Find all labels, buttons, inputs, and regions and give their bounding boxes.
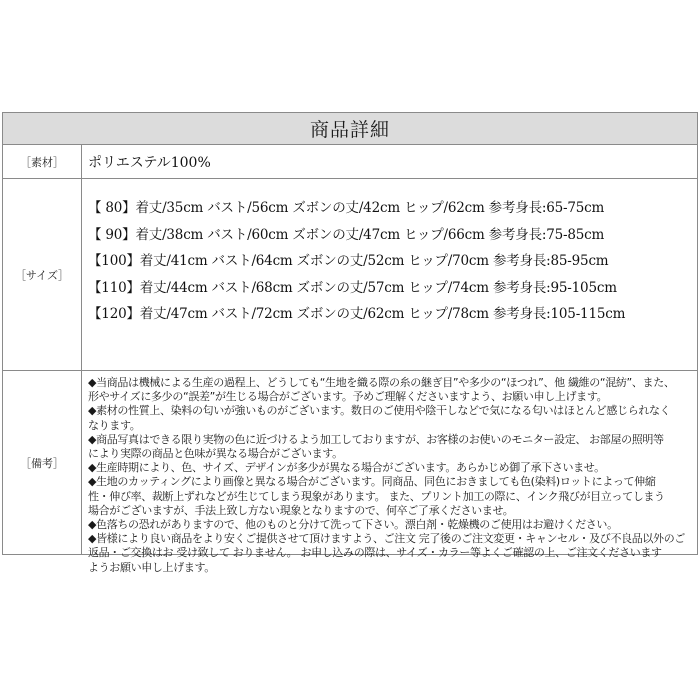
note-line: ◆生地のカッティングにより画像と異なる場合がございます。同商品、同色におきましても色(染料)ロットによって伸縮 (88, 475, 656, 489)
note-line: 返品・ご交換はお 受け致して おりません。 お申し込みの際は、サイズ・カラー等よくご確認の上、ご注文くださいます (88, 546, 662, 560)
notes-row (3, 371, 697, 574)
material-row (3, 145, 697, 179)
note-line: 性・伸び率、裁断上ずれなどが生じてしまう現象があります。 また、プリント加工の際に、インク飛びが目立ってしまう (88, 489, 665, 503)
page-title: 商品詳細 (309, 119, 390, 141)
note-line: 形やサイズに多少の“誤差”が生じる場合がございます。予めご理解くださいますよう、お願い申し上げます。 (88, 390, 608, 404)
note-line: なります。 (88, 418, 141, 432)
notes-label: ［備考］ (3, 371, 82, 555)
product-details-table (2, 112, 698, 574)
size-line-90: 【 90】着丈/38cm バスト/60cm ズボンの丈/47cm ヒップ/66cm 参考身長:75-85cm (88, 226, 605, 243)
note-line: ◆色落ちの恐れがありますので、他のものと分けて洗って下さい。漂白剤・乾燥機のご使用はお避けください。 (88, 518, 618, 532)
note-line: ◆皆様により良い商品をより安くご提供させて頂けますよう、ご注文 完了後のご注文変更・キャンセル・及び不良品以外のご (88, 532, 686, 546)
size-line-110: 【110】着丈/44cm バスト/68cm ズボンの丈/57cm ヒップ/74cm 参考身長:95-105cm (88, 279, 617, 296)
note-line: ◆生産時期により、色、サイズ、デザインが多少が異なる場合がございます。あらかじめ御了承下さいませ。 (88, 461, 605, 475)
note-line: により実際の商品と色味が異なる場合がございます。 (88, 447, 343, 461)
size-label: ［サイズ］ (3, 179, 82, 370)
size-row (3, 179, 697, 371)
size-line-120: 【120】着丈/47cm バスト/72cm ズボンの丈/62cm ヒップ/78cm 参考身長:105-115cm (88, 306, 626, 322)
note-line: ◆素材の性質上、染料の匂いが強いものがございます。数日のご使用や陰干しなどで気になる匂いはほとんど感じられなく (88, 404, 671, 418)
table-header (3, 113, 697, 145)
size-line-100: 【100】着丈/41cm バスト/64cm ズボンの丈/52cm ヒップ/70cm 参考身長:85-95cm (88, 253, 609, 269)
note-line: ◆当商品は機械による生産の過程上、どうしても“生地を織る際の糸の継ぎ目”や多少の“ほつれ”、他 繊維の“混紡”、また、 (88, 376, 675, 389)
size-line-80: 【 80】着丈/35cm バスト/56cm ズボンの丈/42cm ヒップ/62cm 参考身長:65-75cm (88, 200, 605, 216)
material-value: ポリエステル100% (88, 154, 211, 171)
material-label: ［素材］ (3, 145, 82, 178)
note-line: ようお願い申し上げます。 (88, 560, 215, 574)
size-list (82, 179, 697, 370)
note-line: 場合がございますが、手法上致し方ない現象となりますので、何卒ご了承くださいませ。 (88, 503, 514, 517)
notes-text (82, 371, 697, 574)
note-line: ◆商品写真はできる限り実物の色に近づけるよう加工しておりますが、お客様のお使いのモニター設定、 お部屋の照明等 (88, 432, 664, 446)
